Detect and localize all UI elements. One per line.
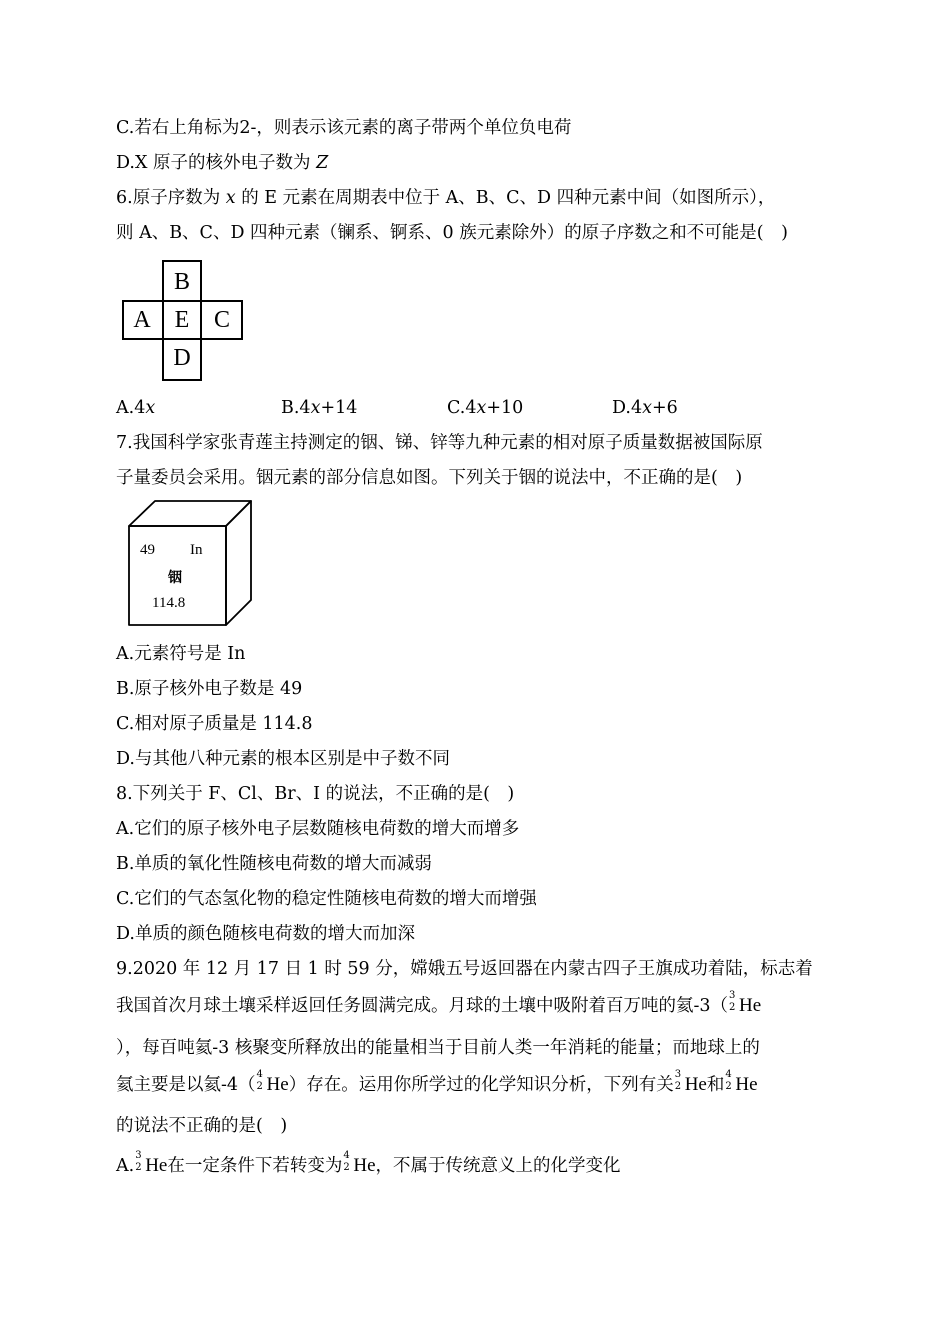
card-element-name: 铟: [168, 570, 182, 586]
cell-b: B: [173, 268, 190, 295]
q6-option-d: D.4x+6: [612, 398, 678, 418]
q7-stem-line-1: 7.我国科学家张青莲主持测定的铟、锑、锌等九种元素的相对原子质量数据被国际原: [116, 433, 763, 453]
q8-option-d: D.单质的颜色随核电荷数的增大而加深: [116, 924, 415, 944]
q8-stem: 8.下列关于 F、Cl、Br、I 的说法，不正确的是( ): [116, 784, 515, 804]
card-atomic-mass: 114.8: [152, 595, 186, 611]
q6-option-b: B.4x+14: [281, 398, 358, 418]
q6-option-a: A.4x: [116, 398, 156, 418]
he3-isotope-notation: 3 2: [135, 1150, 142, 1173]
q6-stem-line-1: 6.原子序数为 x 的 E 元素在周期表中位于 A、B、C、D 四种元素中间（如图所示），: [116, 188, 776, 208]
card-atomic-number: 49: [140, 542, 155, 558]
he4-isotope-notation: 4 2: [256, 1069, 263, 1092]
card-cube-outline: [126, 500, 256, 628]
q6-option-c: C.4x+10: [447, 398, 524, 418]
q5-option-d: D.X 原子的核外电子数为 Z: [116, 153, 329, 173]
q7-option-c: C.相对原子质量是 114.8: [116, 714, 313, 734]
he3-isotope-notation: 3 2: [729, 990, 736, 1013]
q9-option-a: A. 3 2 He在一定条件下若转变为 4 2 He，不属于传统意义上的化学变化: [116, 1150, 621, 1176]
q6-stem-line-2: 则 A、B、C、D 四种元素（镧系、锕系、0 族元素除外）的原子序数之和不可能是( ): [116, 223, 788, 243]
q7-option-d: D.与其他八种元素的根本区别是中子数不同: [116, 749, 450, 769]
variable-z: Z: [316, 153, 329, 173]
he4-isotope-notation: 4 2: [343, 1150, 350, 1173]
cell-d: D: [173, 344, 191, 371]
q7-option-b: B.原子核外电子数是 49: [116, 679, 303, 699]
q9-stem-line-5: 的说法不正确的是( ): [116, 1116, 288, 1136]
card-symbol: In: [190, 542, 203, 558]
q8-option-c: C.它们的气态氢化物的稳定性随核电荷数的增大而增强: [116, 889, 537, 909]
he3-isotope-notation: 3 2: [674, 1069, 682, 1092]
cell-a: A: [133, 306, 151, 333]
q7-stem-line-2: 子量委员会采用。铟元素的部分信息如图。下列关于铟的说法中，不正确的是( ): [116, 468, 743, 488]
indium-element-card: [126, 500, 256, 628]
cell-e: E: [174, 306, 190, 333]
cell-c: C: [213, 306, 230, 333]
periodic-cross-figure: [122, 260, 244, 382]
q9-stem-line-1: 9.2020 年 12 月 17 日 1 时 59 分，嫦娥五号返回器在内蒙古四子王旗成功着陆，标志着: [116, 959, 813, 979]
he4-isotope-notation: 4 2: [725, 1069, 732, 1092]
q9-stem-line-3: ），每百吨氦-3 核聚变所释放出的能量相当于目前人类一年消耗的能量；而地球上的: [116, 1038, 760, 1058]
q8-option-a: A.它们的原子核外电子层数随核电荷数的增大而增多: [116, 819, 520, 839]
q5-option-c: C.若右上角标为2-，则表示该元素的离子带两个单位负电荷: [116, 118, 572, 138]
q8-option-b: B.单质的氧化性随核电荷数的增大而减弱: [116, 854, 432, 874]
q9-stem-line-2: 我国首次月球土壤采样返回任务圆满完成。月球的土壤中吸附着百万吨的氦-3（ 3 2 He: [116, 990, 762, 1016]
q9-stem-line-4: 氦主要是以氦-4（ 4 2 He）存在。运用你所学过的化学知识分析，下列有关 3 2 He和 4 2 He: [116, 1069, 758, 1095]
q7-option-a: A.元素符号是 In: [116, 644, 246, 664]
